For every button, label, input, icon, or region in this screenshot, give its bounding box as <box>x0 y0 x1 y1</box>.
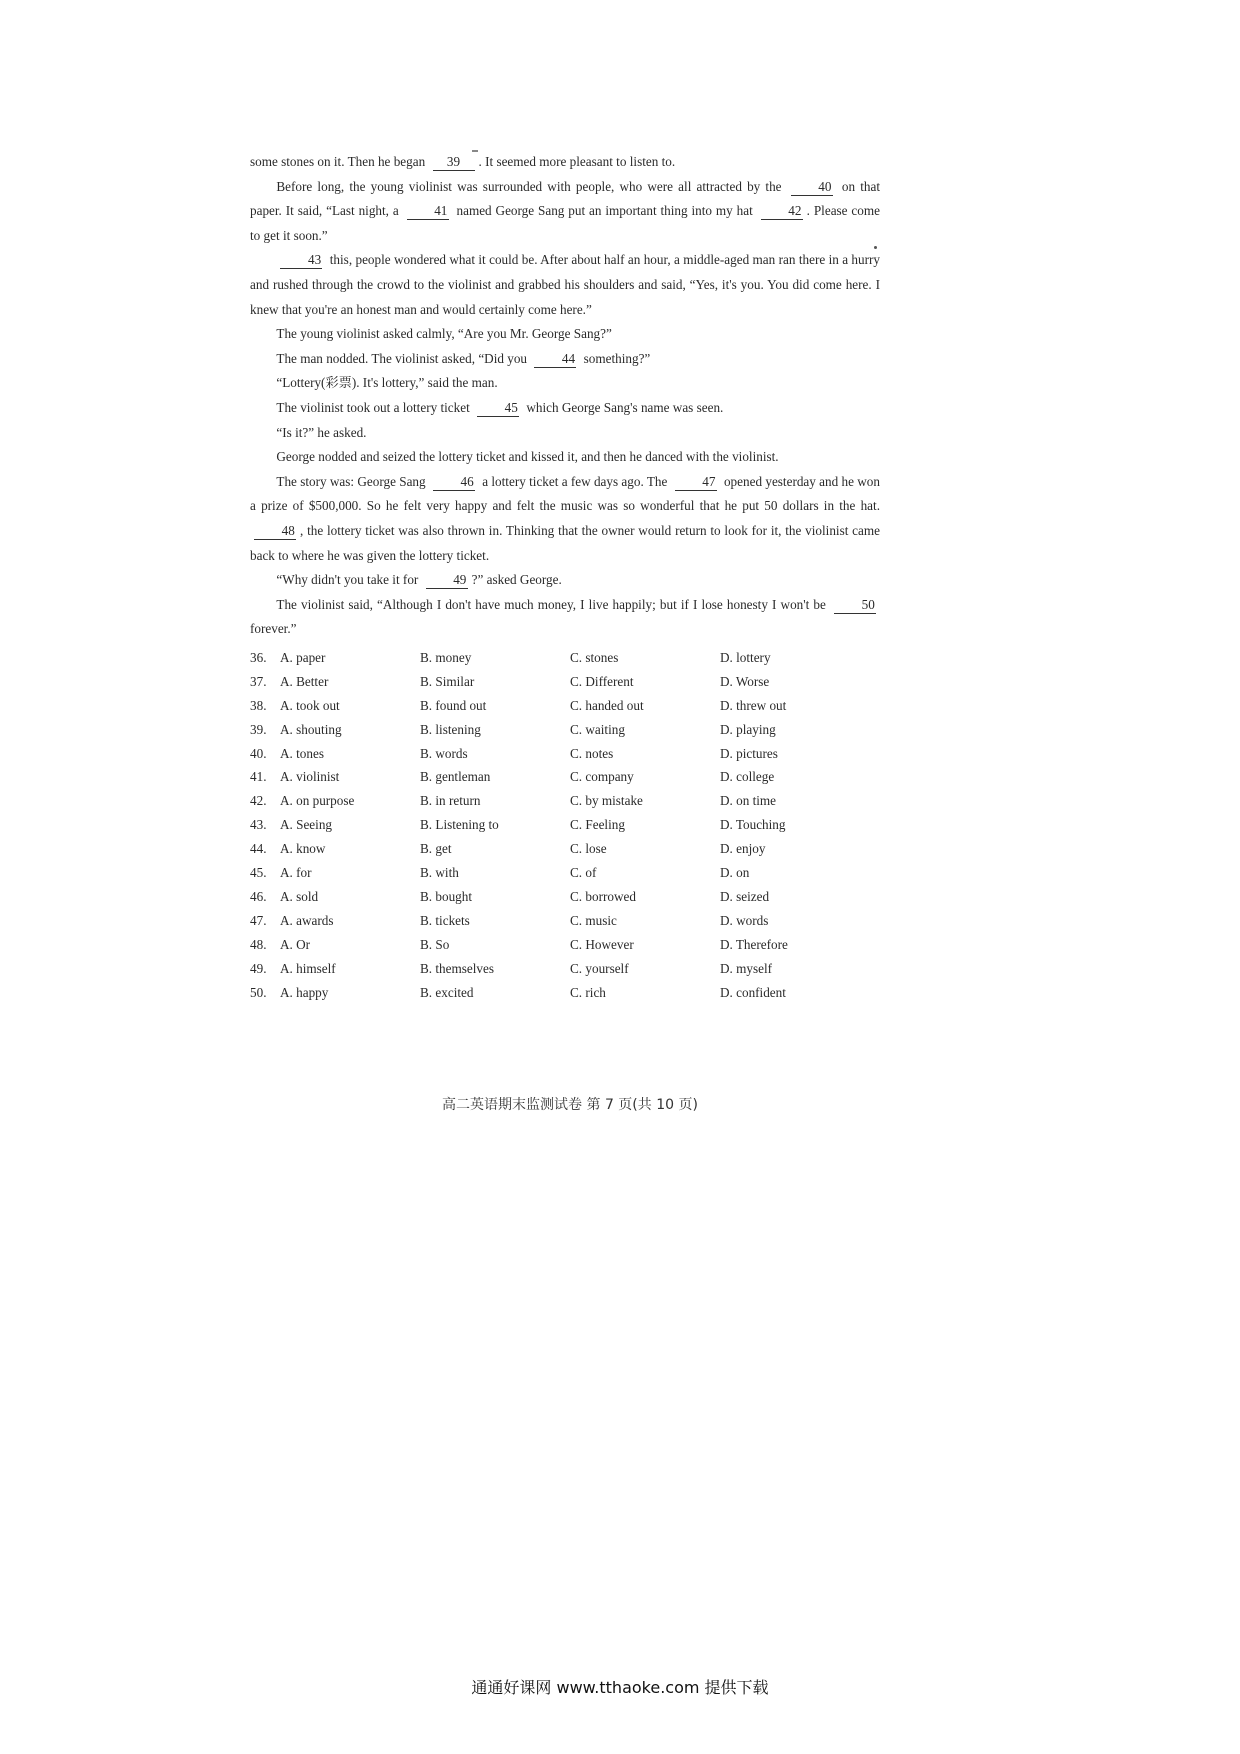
question-number: 40. <box>250 745 267 761</box>
option-d: D. enjoy <box>720 841 766 857</box>
option-d: D. college <box>720 769 775 785</box>
blank-number: 48 <box>254 523 296 540</box>
passage-text: . Please come to get it soon.” <box>250 203 880 243</box>
option-c: C. However <box>570 936 634 952</box>
blank-number: 49 <box>426 572 468 589</box>
passage-text: The young violinist asked calmly, “Are you Mr. George Sang?” <box>276 326 612 342</box>
passage-text: which George Sang's name was seen. <box>523 399 724 415</box>
passage-text: The violinist took out a lottery ticket <box>276 399 474 415</box>
question-number: 37. <box>250 673 267 689</box>
option-a: A. Better <box>280 673 329 689</box>
passage-text: something?” <box>580 350 651 366</box>
option-b: B. listening <box>420 721 481 737</box>
option-c: C. company <box>570 769 634 785</box>
passage-paragraph <box>250 421 880 446</box>
passage-text: this, people wondered what it could be. After about half an hour, a middle-aged man ran there in a hurry and rushed through the crowd to the violinist and grabbed his shoulders and said, “Yes, it's you. You did come here. I knew that you're an honest man and would certainly come here.” <box>250 252 880 317</box>
question-number: 36. <box>250 649 267 665</box>
passage-paragraph <box>250 150 880 175</box>
option-a: A. tones <box>280 745 324 761</box>
passage-paragraph <box>250 371 880 396</box>
option-row <box>250 933 880 957</box>
question-number: 45. <box>250 865 267 881</box>
option-row <box>250 909 880 933</box>
option-a: A. took out <box>280 697 340 713</box>
passage-paragraph <box>250 248 880 322</box>
blank-number: 43 <box>280 252 322 269</box>
option-a: A. awards <box>280 912 334 928</box>
passage-text: on that paper. It said, “Last night, a <box>250 178 880 219</box>
option-d: D. confident <box>720 984 786 1000</box>
option-row <box>250 981 880 1005</box>
option-c: C. lose <box>570 841 607 857</box>
option-b: B. themselves <box>420 960 494 976</box>
option-d: D. on time <box>720 793 777 809</box>
option-c: C. Different <box>570 673 634 689</box>
blank-number: 47 <box>675 474 717 491</box>
option-row <box>250 718 880 742</box>
passage-text: Before long, the young violinist was surrounded with people, who were all attracted by the <box>276 178 787 194</box>
blank-number: 42 <box>761 203 803 220</box>
question-number: 41. <box>250 769 267 785</box>
option-b: B. get <box>420 841 452 857</box>
option-d: D. lottery <box>720 649 771 665</box>
option-d: D. seized <box>720 888 770 904</box>
question-number: 42. <box>250 793 267 809</box>
option-row <box>250 885 880 909</box>
option-a: A. paper <box>280 649 326 665</box>
passage-text: George nodded and seized the lottery ticket and kissed it, and then he danced with the violinist. <box>276 449 779 465</box>
blank-number: 45 <box>477 400 519 417</box>
option-a: A. know <box>280 841 326 857</box>
option-row <box>250 646 880 670</box>
question-number: 44. <box>250 841 267 857</box>
option-b: B. So <box>420 936 450 952</box>
passage-text: named George Sang put an important thing into my hat <box>452 203 757 219</box>
passage-text: forever.” <box>250 621 297 637</box>
blank-number: 44 <box>534 351 576 368</box>
option-a: A. happy <box>280 984 329 1000</box>
passage-paragraph <box>250 470 880 568</box>
option-c: C. yourself <box>570 960 629 976</box>
option-c: C. stones <box>570 649 619 665</box>
blank-number: 40 <box>791 179 833 196</box>
options-list <box>250 646 880 1005</box>
option-a: A. Seeing <box>280 817 333 833</box>
option-b: B. Similar <box>420 673 475 689</box>
cloze-passage <box>250 150 880 642</box>
question-number: 39. <box>250 721 267 737</box>
blank-number: 50 <box>834 597 876 614</box>
option-b: B. money <box>420 649 472 665</box>
blank-number: 41 <box>407 203 449 220</box>
option-d: D. pictures <box>720 745 778 761</box>
option-a: A. on purpose <box>280 793 355 809</box>
option-d: D. threw out <box>720 697 787 713</box>
option-c: C. rich <box>570 984 606 1000</box>
option-b: B. gentleman <box>420 769 491 785</box>
option-d: D. myself <box>720 960 773 976</box>
option-d: D. on <box>720 865 750 881</box>
option-b: B. tickets <box>420 912 470 928</box>
option-b: B. found out <box>420 697 487 713</box>
option-a: A. sold <box>280 888 319 904</box>
passage-paragraph <box>250 445 880 470</box>
question-number: 47. <box>250 912 267 928</box>
passage-text: “Lottery(彩票). It's lottery,” said the man. <box>276 375 498 391</box>
question-number: 46. <box>250 888 267 904</box>
option-b: B. in return <box>420 793 481 809</box>
passage-text: opened yesterday and he won a prize of $500,000. So he felt very happy and felt the music was so wonderful that he put 50 dollars in the hat. <box>250 473 880 514</box>
option-d: D. Touching <box>720 817 786 833</box>
passage-text: . It seemed more pleasant to listen to. <box>478 154 676 169</box>
passage-text: The violinist said, “Although I don't have much money, I live happily; but if I lose honesty I won't be <box>276 596 830 612</box>
passage-text: some stones on it. Then he began <box>250 154 429 169</box>
site-footer: 通通好课网 www.tthaoke.com 提供下载 <box>471 1678 769 1697</box>
option-b: B. bought <box>420 888 473 904</box>
exam-page <box>250 150 880 1004</box>
passage-paragraph <box>250 593 880 642</box>
passage-paragraph <box>250 568 880 593</box>
option-d: D. Worse <box>720 673 770 689</box>
passage-paragraph <box>250 396 880 421</box>
option-row <box>250 957 880 981</box>
option-row <box>250 694 880 718</box>
option-b: B. excited <box>420 984 474 1000</box>
option-row <box>250 837 880 861</box>
passage-paragraph <box>250 322 880 347</box>
option-b: B. with <box>420 865 459 881</box>
option-a: A. for <box>280 865 312 881</box>
passage-paragraph <box>250 347 880 372</box>
option-c: C. borrowed <box>570 888 636 904</box>
passage-text: , the lottery ticket was also thrown in. Thinking that the owner would return to look for it, the violinist came back to where he was given the lottery ticket. <box>250 522 880 563</box>
question-number: 38. <box>250 697 267 713</box>
option-c: C. handed out <box>570 697 644 713</box>
option-c: C. waiting <box>570 721 625 737</box>
passage-text: a lottery ticket a few days ago. The <box>478 473 671 489</box>
passage-text: “Why didn't you take it for <box>276 572 422 588</box>
option-d: D. Therefore <box>720 936 788 952</box>
question-number: 43. <box>250 817 267 833</box>
option-d: D. playing <box>720 721 776 737</box>
option-row <box>250 765 880 789</box>
option-a: A. violinist <box>280 769 340 785</box>
option-row <box>250 742 880 766</box>
passage-paragraph <box>250 175 880 249</box>
passage-text: The man nodded. The violinist asked, “Did you <box>276 350 531 366</box>
passage-text: The story was: George Sang <box>276 473 429 489</box>
option-a: A. Or <box>280 936 311 952</box>
option-a: A. himself <box>280 960 336 976</box>
option-d: D. words <box>720 912 769 928</box>
blank-number: 39 <box>433 154 475 171</box>
passage-text: “Is it?” he asked. <box>276 424 367 440</box>
option-c: C. notes <box>570 745 614 761</box>
option-row <box>250 861 880 885</box>
question-number: 48. <box>250 936 267 952</box>
option-c: C. Feeling <box>570 817 625 833</box>
option-a: A. shouting <box>280 721 342 737</box>
option-b: B. words <box>420 745 468 761</box>
question-number: 50. <box>250 984 267 1000</box>
passage-text: ?” asked George. <box>471 572 562 588</box>
question-number: 49. <box>250 960 267 976</box>
option-c: C. by mistake <box>570 793 643 809</box>
option-row <box>250 813 880 837</box>
option-b: B. Listening to <box>420 817 499 833</box>
option-row <box>250 670 880 694</box>
option-c: C. music <box>570 912 617 928</box>
blank-number: 46 <box>433 474 475 491</box>
page-footer: 高二英语期末监测试卷 第 7 页(共 10 页) <box>442 1097 698 1113</box>
option-c: C. of <box>570 865 597 881</box>
option-row <box>250 789 880 813</box>
